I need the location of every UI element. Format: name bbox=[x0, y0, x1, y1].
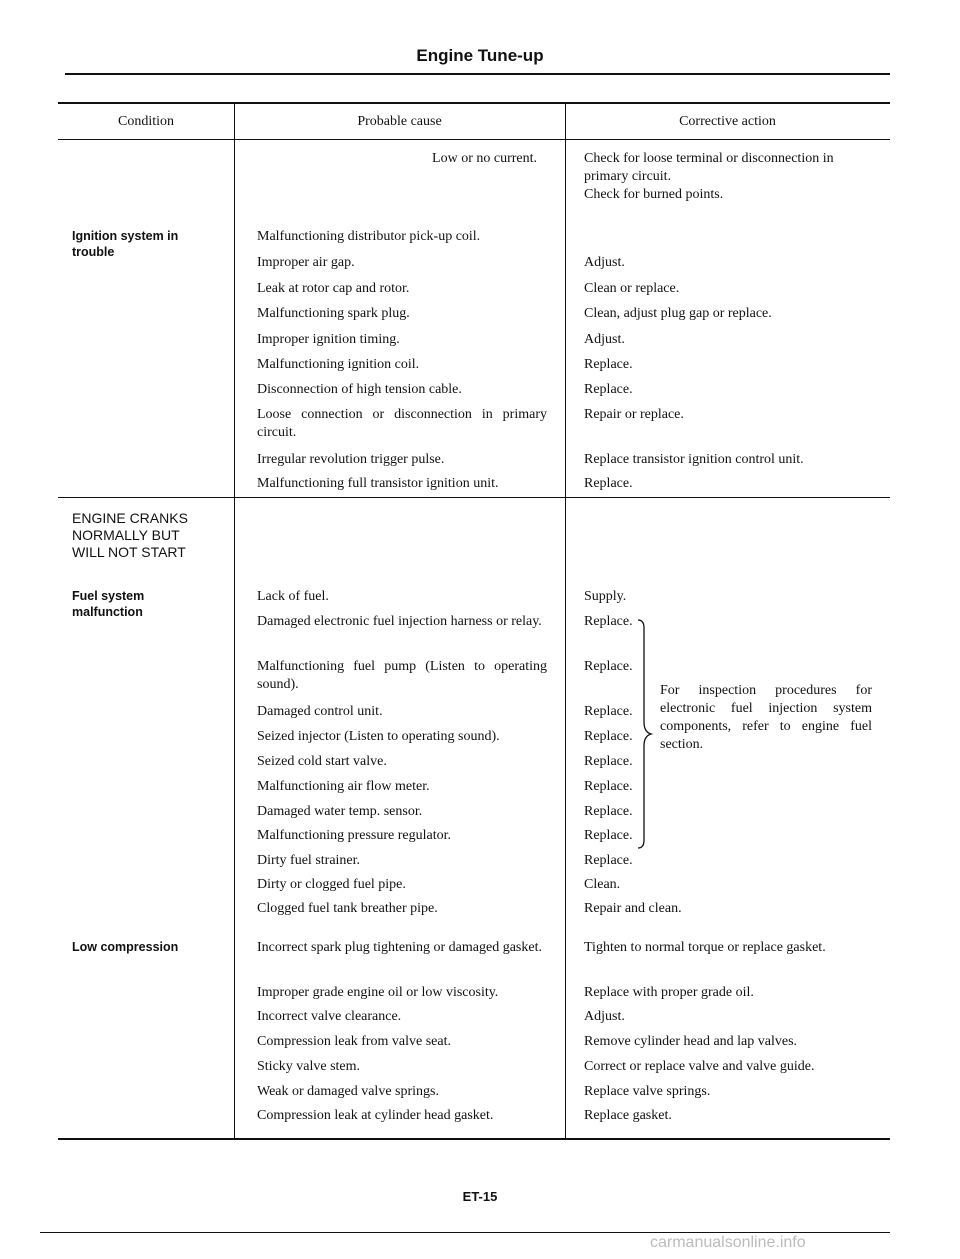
header-cause: Probable cause bbox=[357, 114, 442, 129]
action-item: Check for burned points. bbox=[584, 187, 724, 202]
cause-item: Lack of fuel. bbox=[257, 589, 329, 604]
action-item: Adjust. bbox=[584, 332, 625, 347]
cause-item: Clogged fuel tank breather pipe. bbox=[257, 901, 438, 916]
action-item: Correct or replace valve and valve guide. bbox=[584, 1059, 815, 1074]
cause-item: Malfunctioning air flow meter. bbox=[257, 779, 430, 794]
cause-item: Irregular revolution trigger pulse. bbox=[257, 452, 445, 467]
cause-item: Disconnection of high tension cable. bbox=[257, 382, 462, 397]
action-item: Replace. bbox=[584, 382, 633, 397]
action-item: Replace. bbox=[584, 828, 633, 843]
action-item: Replace. bbox=[584, 476, 633, 491]
action-item: Replace. bbox=[584, 704, 633, 719]
action-item: Repair and clean. bbox=[584, 901, 682, 916]
action-item: Replace with proper grade oil. bbox=[584, 985, 754, 1000]
action-item: Adjust. bbox=[584, 255, 625, 270]
action-item: Replace. bbox=[584, 853, 633, 868]
condition-fuel: Fuel system malfunction bbox=[72, 589, 145, 619]
cause-item: Malfunctioning fuel pump (Listen to operating sound). bbox=[257, 659, 547, 692]
action-item: Replace. bbox=[584, 779, 633, 794]
action-item: Replace. bbox=[584, 804, 633, 819]
cause-item: Incorrect valve clearance. bbox=[257, 1009, 402, 1024]
cause-item: Compression leak from valve seat. bbox=[257, 1034, 452, 1049]
right-brace-icon bbox=[636, 618, 654, 850]
cause-item: Loose connection or disconnection in primary circuit. bbox=[257, 407, 547, 440]
header-condition: Condition bbox=[117, 114, 174, 129]
table-top-rule bbox=[58, 102, 890, 104]
title-rule bbox=[65, 73, 890, 75]
cause-item: Sticky valve stem. bbox=[257, 1059, 361, 1074]
cause-item: Low or no current. bbox=[432, 151, 537, 166]
action-item: Replace. bbox=[584, 729, 633, 744]
condition-engine-cranks: ENGINE CRANKS NORMALLY BUT WILL NOT START bbox=[72, 510, 188, 560]
cause-item: Malfunctioning ignition coil. bbox=[257, 357, 420, 372]
brace-note: For inspection procedures for electronic fuel injection system components, refer to engine fuel section. bbox=[660, 683, 872, 752]
cause-item: Dirty fuel strainer. bbox=[257, 853, 361, 868]
page-number: ET-15 bbox=[462, 1189, 498, 1204]
action-item: Clean. bbox=[584, 877, 621, 892]
cause-item: Leak at rotor cap and rotor. bbox=[257, 281, 410, 296]
cause-item: Malfunctioning pressure regulator. bbox=[257, 828, 452, 843]
cause-item: Dirty or clogged fuel pipe. bbox=[257, 877, 406, 892]
action-item: Replace. bbox=[584, 754, 633, 769]
action-item: Clean or replace. bbox=[584, 281, 680, 296]
column-divider-1 bbox=[234, 102, 235, 1138]
action-item: Replace. bbox=[584, 614, 633, 629]
action-item: Replace gasket. bbox=[584, 1108, 672, 1123]
cause-item: Malfunctioning distributor pick-up coil. bbox=[257, 229, 481, 244]
action-item: Check for loose terminal or disconnection in primary circuit. bbox=[584, 151, 834, 184]
watermark: carmanualsonline.info bbox=[650, 1234, 806, 1251]
cause-item: Improper grade engine oil or low viscosity. bbox=[257, 985, 499, 1000]
column-divider-2 bbox=[565, 102, 566, 1138]
cause-item: Damaged control unit. bbox=[257, 704, 383, 719]
cause-item: Incorrect spark plug tightening or damaged gasket. bbox=[257, 940, 542, 955]
action-item: Replace. bbox=[584, 659, 633, 674]
cause-item: Improper air gap. bbox=[257, 255, 355, 270]
header-action: Corrective action bbox=[679, 114, 776, 129]
cause-item: Malfunctioning full transistor ignition unit. bbox=[257, 476, 499, 491]
action-item: Replace valve springs. bbox=[584, 1084, 711, 1099]
cause-item: Seized cold start valve. bbox=[257, 754, 387, 769]
action-item: Clean, adjust plug gap or replace. bbox=[584, 306, 772, 321]
table-bottom-rule bbox=[58, 1138, 890, 1140]
header-rule bbox=[58, 139, 890, 140]
cause-item: Improper ignition timing. bbox=[257, 332, 400, 347]
condition-compression: Low compression bbox=[72, 940, 179, 954]
footer-rule bbox=[40, 1232, 890, 1233]
action-item: Remove cylinder head and lap valves. bbox=[584, 1034, 798, 1049]
cause-item: Weak or damaged valve springs. bbox=[257, 1084, 439, 1099]
condition-ignition: Ignition system in trouble bbox=[72, 229, 179, 259]
action-item: Repair or replace. bbox=[584, 407, 684, 422]
section-rule bbox=[58, 497, 890, 498]
cause-item: Compression leak at cylinder head gasket. bbox=[257, 1108, 494, 1123]
cause-item: Damaged electronic fuel injection harness or relay. bbox=[257, 614, 542, 629]
cause-item: Damaged water temp. sensor. bbox=[257, 804, 423, 819]
page-title: Engine Tune-up bbox=[416, 46, 544, 65]
action-item: Replace transistor ignition control unit. bbox=[584, 452, 804, 467]
action-item: Tighten to normal torque or replace gasket. bbox=[584, 940, 826, 955]
action-item: Supply. bbox=[584, 589, 627, 604]
cause-item: Malfunctioning spark plug. bbox=[257, 306, 410, 321]
action-item: Replace. bbox=[584, 357, 633, 372]
cause-item: Seized injector (Listen to operating sound). bbox=[257, 729, 500, 744]
action-item: Adjust. bbox=[584, 1009, 625, 1024]
